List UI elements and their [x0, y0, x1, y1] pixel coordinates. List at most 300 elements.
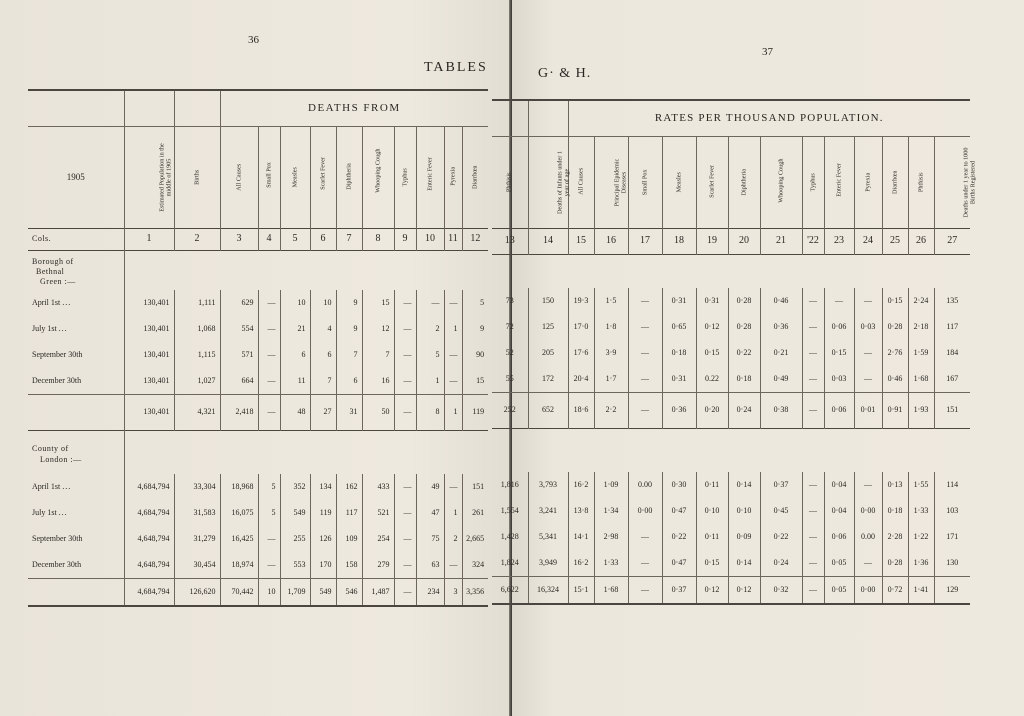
table-cell: 0·18	[728, 366, 760, 392]
table-cell: —	[802, 498, 824, 524]
table-cell: 16	[362, 368, 394, 394]
table-cell: 5,341	[528, 524, 568, 550]
table-cell: 2,665	[462, 526, 488, 552]
row-label: September 30th	[32, 534, 83, 543]
table-cell: 7	[310, 368, 336, 394]
page-number-left: 36	[248, 34, 259, 46]
table-cell: 2	[416, 316, 444, 342]
table-cell: 3,949	[528, 550, 568, 576]
borough-rate-total	[492, 392, 970, 428]
table-cell: —	[394, 342, 416, 368]
col-number: 9	[394, 228, 416, 250]
col-header: Deaths of Infants under 1 year of age	[556, 150, 570, 214]
table-cell: —	[394, 290, 416, 316]
table-cell: 103	[934, 498, 970, 524]
table-cell: —	[802, 288, 824, 314]
col-header: Small Pox	[264, 161, 272, 188]
deaths-table	[28, 89, 488, 607]
col-number: 15	[568, 228, 594, 254]
table-cell: 30,454	[174, 552, 220, 578]
total-cell: 4,321	[174, 394, 220, 430]
col-header: Phthisis	[505, 172, 513, 192]
col-header: Pyrexia	[863, 172, 871, 192]
table-cell: 2·18	[908, 314, 934, 340]
table-cell: 1·55	[908, 472, 934, 498]
table-cell: 0·31	[662, 366, 696, 392]
table-cell: 205	[528, 340, 568, 366]
total-row	[492, 576, 970, 604]
table-cell: 7	[362, 342, 394, 368]
table-cell: 5	[462, 290, 488, 316]
col-header: Births	[192, 169, 200, 185]
total-cell: 0·32	[760, 576, 802, 604]
table-cell: 17·6	[568, 340, 594, 366]
column-numbers-left	[28, 228, 488, 250]
col-number: 19	[696, 228, 728, 254]
table-row	[492, 340, 970, 366]
table-cell: 16,075	[220, 500, 258, 526]
col-header: Whooping Cough	[373, 148, 381, 193]
table-cell: 0·15	[882, 288, 908, 314]
col-number: 20	[728, 228, 760, 254]
table-cell: 0·00	[854, 498, 882, 524]
table-cell: 0·65	[662, 314, 696, 340]
col-number: 16	[594, 228, 628, 254]
table-cell: 0·45	[760, 498, 802, 524]
table-cell: 130,401	[124, 290, 174, 316]
table-cell: 0·21	[760, 340, 802, 366]
table-cell: 0·47	[662, 498, 696, 524]
table-cell: 0·47	[662, 550, 696, 576]
table-cell: 5	[258, 474, 280, 500]
table-cell: 158	[336, 552, 362, 578]
col-number: 12	[462, 228, 488, 250]
table-cell: 63	[416, 552, 444, 578]
table-cell: —	[802, 550, 824, 576]
table-cell: 125	[528, 314, 568, 340]
table-cell: 117	[336, 500, 362, 526]
total-cell: 652	[528, 392, 568, 428]
table-cell: 0.00	[628, 472, 662, 498]
table-cell: 0·12	[696, 314, 728, 340]
table-cell: 10	[310, 290, 336, 316]
table-cell: —	[802, 340, 824, 366]
table-row	[28, 368, 488, 394]
table-cell: 119	[310, 500, 336, 526]
col-header: Typhus	[808, 172, 816, 192]
table-cell: 0·11	[696, 472, 728, 498]
total-cell: 70,442	[220, 578, 258, 606]
col-header: Pyrexia	[448, 166, 456, 186]
total-cell: 1,487	[362, 578, 394, 606]
table-cell: 1	[416, 368, 444, 394]
borough-rate-rows	[492, 288, 970, 392]
table-cell: —	[394, 474, 416, 500]
table-cell: 5	[416, 342, 444, 368]
table-cell: 10	[280, 290, 310, 316]
table-cell: 0·37	[760, 472, 802, 498]
total-cell: 2,418	[220, 394, 258, 430]
table-cell: 21	[280, 316, 310, 342]
table-cell: 16,425	[220, 526, 258, 552]
table-cell: 130,401	[124, 316, 174, 342]
table-cell: 134	[310, 474, 336, 500]
county-rate-rows	[492, 472, 970, 576]
table-cell: 1·7	[594, 366, 628, 392]
total-cell: 27	[310, 394, 336, 430]
table-cell: 1·8	[594, 314, 628, 340]
total-cell: —	[802, 576, 824, 604]
table-cell: —	[394, 552, 416, 578]
table-cell: 255	[280, 526, 310, 552]
table-cell: 0·28	[728, 314, 760, 340]
table-cell: —	[854, 288, 882, 314]
table-cell: 31,583	[174, 500, 220, 526]
total-cell: 126,620	[174, 578, 220, 606]
col-number: 5	[280, 228, 310, 250]
table-cell: 0·30	[662, 472, 696, 498]
total-cell: 0·06	[824, 392, 854, 428]
total-row	[28, 394, 488, 430]
table-cell: 18,968	[220, 474, 258, 500]
total-cell: —	[628, 576, 662, 604]
table-cell: 1	[444, 500, 462, 526]
table-cell: —	[628, 366, 662, 392]
col-header: All Causes	[234, 163, 242, 191]
total-cell: 549	[310, 578, 336, 606]
table-cell: 0·09	[728, 524, 760, 550]
table-cell: 16·2	[568, 472, 594, 498]
total-cell: 4,684,794	[124, 578, 174, 606]
total-cell: 6,622	[492, 576, 528, 604]
table-cell: 0·00	[628, 498, 662, 524]
table-cell: 0.00	[854, 524, 882, 550]
table-row	[492, 366, 970, 392]
table-cell: 433	[362, 474, 394, 500]
total-cell: 48	[280, 394, 310, 430]
table-row	[28, 342, 488, 368]
table-cell: 3,793	[528, 472, 568, 498]
col-number: 6	[310, 228, 336, 250]
table-cell: 126	[310, 526, 336, 552]
col-number: 17	[628, 228, 662, 254]
table-cell: 0·15	[696, 550, 728, 576]
table-cell: —	[854, 366, 882, 392]
table-cell: 172	[528, 366, 568, 392]
table-cell: 279	[362, 552, 394, 578]
total-cell: 3,356	[462, 578, 488, 606]
table-cell: —	[802, 366, 824, 392]
table-cell: 1	[444, 316, 462, 342]
total-cell: 129	[934, 576, 970, 604]
table-cell: 73	[505, 296, 514, 305]
col-header: Diphtheria	[344, 163, 352, 190]
table-cell: —	[824, 288, 854, 314]
col-header: Diarrhœa	[471, 165, 479, 189]
total-cell: 15·1	[568, 576, 594, 604]
table-cell: —	[258, 526, 280, 552]
table-row	[28, 290, 488, 316]
column-headers-right	[492, 136, 970, 228]
table-cell: 1,115	[174, 342, 220, 368]
table-cell: 167	[934, 366, 970, 392]
total-cell: —	[258, 394, 280, 430]
col-header: Scarlet Fever	[707, 164, 715, 198]
row-label: September 30th	[32, 350, 83, 359]
table-cell: 170	[310, 552, 336, 578]
table-cell: 0·36	[760, 314, 802, 340]
table-cell: 5	[258, 500, 280, 526]
col-number: 8	[362, 228, 394, 250]
table-cell: 20·4	[568, 366, 594, 392]
table-cell: —	[416, 290, 444, 316]
table-cell: 17·0	[568, 314, 594, 340]
col-header: Measles	[290, 166, 298, 188]
table-cell: 0·10	[728, 498, 760, 524]
table-cell: 1,027	[174, 368, 220, 394]
table-cell: —	[258, 368, 280, 394]
table-cell: 4,684,794	[124, 474, 174, 500]
table-cell: 15	[462, 368, 488, 394]
table-cell: 549	[280, 500, 310, 526]
table-cell: —	[444, 368, 462, 394]
col-number: 2	[174, 228, 220, 250]
table-cell: 0·03	[854, 314, 882, 340]
table-cell: 0·31	[662, 288, 696, 314]
table-cell: 130,401	[124, 368, 174, 394]
col-number: 18	[662, 228, 696, 254]
table-cell: —	[854, 550, 882, 576]
table-cell: —	[802, 314, 824, 340]
table-cell: 4,648,794	[124, 526, 174, 552]
total-cell: 119	[462, 394, 488, 430]
table-cell: 0·28	[728, 288, 760, 314]
table-cell: —	[444, 290, 462, 316]
total-cell: 130,401	[124, 394, 174, 430]
table-cell: —	[258, 552, 280, 578]
col-number: 1	[124, 228, 174, 250]
total-cell: 3	[444, 578, 462, 606]
left-page	[0, 0, 510, 716]
total-cell: 1,709	[280, 578, 310, 606]
table-row	[492, 314, 970, 340]
column-headers-left	[28, 126, 488, 228]
table-row	[28, 526, 488, 552]
table-cell: 0·05	[824, 550, 854, 576]
table-cell: 4,648,794	[124, 552, 174, 578]
table-cell: 2·98	[594, 524, 628, 550]
total-cell: 2·2	[594, 392, 628, 428]
col-header: Deaths under 1 year to 1000 Births Registered	[962, 147, 976, 217]
table-cell: 2·76	[882, 340, 908, 366]
page-title-right: G· & H.	[538, 66, 592, 81]
total-cell: 0·05	[824, 576, 854, 604]
table-cell: 571	[220, 342, 258, 368]
col-header: Diphtheria	[739, 168, 747, 196]
table-cell: —	[854, 472, 882, 498]
rates-table	[492, 99, 976, 605]
table-cell: 2	[444, 526, 462, 552]
total-cell: 0·00	[854, 576, 882, 604]
table-cell: 0·14	[728, 550, 760, 576]
col-number: 10	[416, 228, 444, 250]
total-cell: 50	[362, 394, 394, 430]
table-cell: —	[628, 314, 662, 340]
col-header: Principal Epidemic Diseases	[613, 158, 627, 206]
table-cell: 0·22	[662, 524, 696, 550]
table-cell: 7	[336, 342, 362, 368]
table-cell: 1·33	[908, 498, 934, 524]
table-cell: —	[444, 474, 462, 500]
total-cell: 252	[492, 392, 528, 428]
total-cell: 0·12	[696, 576, 728, 604]
table-cell: 1,554	[500, 506, 519, 515]
table-cell: 0·49	[760, 366, 802, 392]
cols-label: Cols.	[28, 228, 124, 250]
table-cell: 0·28	[882, 314, 908, 340]
table-cell: 1·33	[594, 550, 628, 576]
table-row	[492, 498, 970, 524]
total-cell: 0·38	[760, 392, 802, 428]
table-cell: 1·22	[908, 524, 934, 550]
table-cell: 521	[362, 500, 394, 526]
total-cell: 0·20	[696, 392, 728, 428]
table-cell: 0·10	[696, 498, 728, 524]
col-header: Measles	[674, 171, 682, 193]
col-number: 23	[824, 228, 854, 254]
table-cell: 324	[462, 552, 488, 578]
table-cell: 0·28	[882, 550, 908, 576]
total-cell: 10	[258, 578, 280, 606]
table-cell: 6	[280, 342, 310, 368]
col-number: 26	[908, 228, 934, 254]
table-row	[28, 500, 488, 526]
col-header: Enteric Fever	[834, 163, 842, 197]
table-cell: 0·22	[728, 340, 760, 366]
table-cell: 352	[280, 474, 310, 500]
total-cell: 0·72	[882, 576, 908, 604]
table-cell: 6	[310, 342, 336, 368]
total-cell: 1·68	[594, 576, 628, 604]
column-numbers-right	[492, 228, 970, 254]
page-number-right: 37	[762, 46, 773, 58]
row-label: December 30th	[32, 559, 82, 569]
total-row	[492, 392, 970, 428]
table-cell: —	[258, 316, 280, 342]
total-cell: 546	[336, 578, 362, 606]
table-cell: —	[854, 340, 882, 366]
table-cell: 135	[934, 288, 970, 314]
table-cell: 117	[934, 314, 970, 340]
total-cell: 0·24	[728, 392, 760, 428]
row-label: December 30th	[32, 375, 82, 385]
table-cell: 629	[220, 290, 258, 316]
total-cell: 0·91	[882, 392, 908, 428]
col-number: 24	[854, 228, 882, 254]
table-cell: 0·15	[696, 340, 728, 366]
total-cell: 8	[416, 394, 444, 430]
total-cell: 1	[444, 394, 462, 430]
table-cell: 171	[934, 524, 970, 550]
table-cell: —	[394, 368, 416, 394]
table-cell: 114	[934, 472, 970, 498]
table-cell: 19·3	[568, 288, 594, 314]
table-cell: 3·9	[594, 340, 628, 366]
table-cell: —	[394, 316, 416, 342]
table-cell: 0·04	[824, 498, 854, 524]
table-cell: 6	[336, 368, 362, 394]
table-cell: 1,428	[500, 532, 519, 541]
col-header: Small Pox	[640, 169, 648, 195]
col-number: 11	[444, 228, 462, 250]
col-number: 13	[492, 228, 528, 254]
table-cell: 16·2	[568, 550, 594, 576]
table-cell: 130	[934, 550, 970, 576]
row-label: July 1st ...	[32, 324, 68, 333]
table-row	[492, 524, 970, 550]
section-county-label: County of London :—	[28, 430, 124, 474]
table-cell: 0·46	[882, 366, 908, 392]
table-cell: —	[628, 340, 662, 366]
table-cell: —	[444, 342, 462, 368]
deaths-from-header: DEATHS FROM	[220, 90, 488, 126]
total-cell: 0·36	[662, 392, 696, 428]
table-cell: 0·15	[824, 340, 854, 366]
total-cell: —	[394, 394, 416, 430]
borough-total	[28, 394, 488, 430]
table-cell: 0·14	[728, 472, 760, 498]
table-cell: 0.22	[696, 366, 728, 392]
table-cell: 0·06	[824, 314, 854, 340]
table-cell: 47	[416, 500, 444, 526]
table-cell: 13·8	[568, 498, 594, 524]
total-cell: 0·37	[662, 576, 696, 604]
table-cell: 0·22	[760, 524, 802, 550]
table-cell: 31,279	[174, 526, 220, 552]
table-cell: 2·28	[882, 524, 908, 550]
table-cell: 0·24	[760, 550, 802, 576]
table-cell: 0·03	[824, 366, 854, 392]
table-cell: 90	[462, 342, 488, 368]
table-cell: 33,304	[174, 474, 220, 500]
col-number: 21	[760, 228, 802, 254]
table-cell: —	[394, 526, 416, 552]
table-row	[28, 552, 488, 578]
page-title-left: TABLES	[424, 60, 488, 75]
table-cell: 150	[528, 288, 568, 314]
table-cell: —	[628, 524, 662, 550]
table-cell: 109	[336, 526, 362, 552]
table-cell: 12	[362, 316, 394, 342]
table-cell: 184	[934, 340, 970, 366]
table-cell: 9	[462, 316, 488, 342]
table-cell: 15	[362, 290, 394, 316]
county-rows	[28, 474, 488, 578]
table-cell: —	[628, 288, 662, 314]
table-cell: 2·24	[908, 288, 934, 314]
table-cell: 4,684,794	[124, 500, 174, 526]
table-cell: —	[444, 552, 462, 578]
table-cell: —	[628, 550, 662, 576]
table-cell: 0·06	[824, 524, 854, 550]
section-borough-label: Borough of Bethnal Green :—	[28, 250, 124, 290]
table-cell: 0·46	[760, 288, 802, 314]
table-cell: 1,824	[500, 557, 519, 567]
county-total	[28, 578, 488, 606]
table-cell: —	[394, 500, 416, 526]
col-header: Whooping Cough	[776, 158, 784, 203]
table-cell: 1·68	[908, 366, 934, 392]
